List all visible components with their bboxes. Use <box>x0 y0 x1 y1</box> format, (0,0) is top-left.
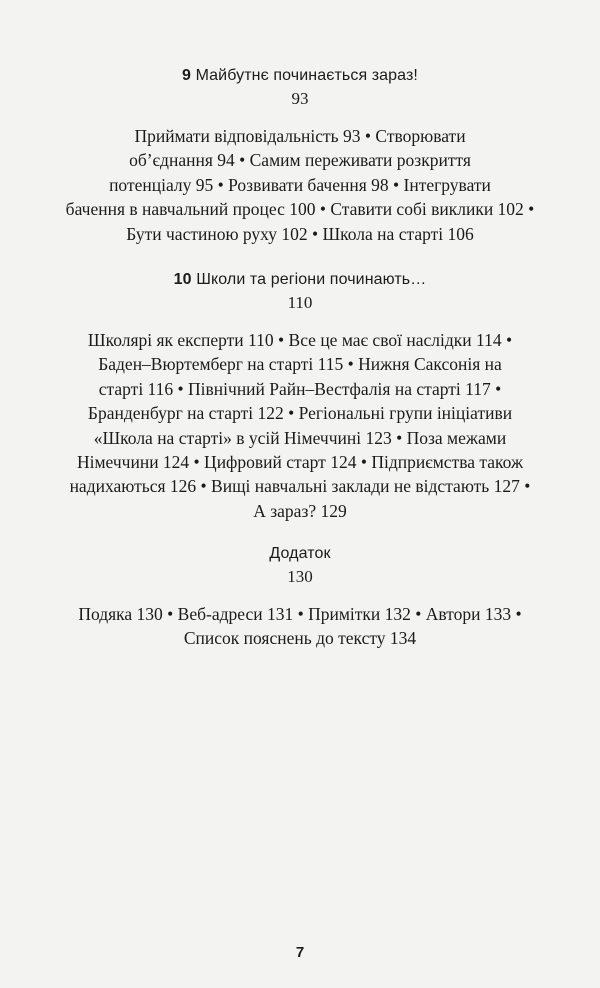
toc-entry-line: Бранденбург на старті 122 • Регіональні групи ініціативи <box>87 403 513 424</box>
chapter-title: Школи та регіони починають… <box>196 271 427 288</box>
chapter-page-number: 110 <box>287 293 313 312</box>
toc-entry-line: Німеччини 124 • Цифровий старт 124 • Підприємства також <box>76 452 524 473</box>
toc-entry-line: Бути частиною руху 102 • Школа на старті 106 <box>126 223 474 244</box>
toc-entry-line: бачення в навчальний процес 100 • Ставити собі виклики 102 • <box>65 199 535 220</box>
toc-entry-line: старті 116 • Північний Райн–Вестфалія на старті 117 • <box>98 378 502 399</box>
toc-entry-line: Список пояснень до тексту 134 <box>183 628 417 649</box>
toc-entry-line: А зараз? 129 <box>253 500 347 521</box>
toc-entry-line: Баден–Вюртемберг на старті 115 • Нижня Саксонія на <box>98 354 502 375</box>
chapter-number: 9 <box>182 67 192 84</box>
toc-entries <box>30 328 570 523</box>
toc-entries <box>30 602 570 651</box>
page-number: 7 <box>295 944 305 961</box>
toc-section-heading <box>30 65 570 87</box>
chapter-number: 10 <box>173 271 192 288</box>
chapter-title: Майбутнє починається зараз! <box>195 67 418 84</box>
toc-entry-line: об’єднання 94 • Самим переживати розкриття <box>129 150 471 171</box>
toc-entry-line: Приймати відповідальність 93 • Створювати <box>134 126 466 146</box>
toc-entry-line: надихаються 126 • Вищі навчальні заклади не відстають 127 • <box>69 476 531 497</box>
toc-section-10 <box>30 269 570 523</box>
appendix-page-number: 130 <box>287 567 313 586</box>
toc-section-heading <box>30 269 570 291</box>
chapter-page-number: 93 <box>291 89 309 108</box>
toc-section-appendix <box>30 543 570 651</box>
appendix-title: Додаток <box>269 545 331 562</box>
toc-entry-line: Подяка 130 • Веб-адреси 131 • Примітки 132 • Автори 133 • <box>78 604 522 624</box>
toc-entry-line: потенціалу 95 • Розвивати бачення 98 • Інтегрувати <box>109 174 491 195</box>
toc-entries <box>30 124 570 246</box>
toc-entry-line: Школярі як експерти 110 • Все це має свої наслідки 114 • <box>87 330 513 350</box>
toc-section-heading <box>30 543 570 565</box>
toc-section-9 <box>30 65 570 246</box>
toc-entry-line: «Школа на старті» в усій Німеччині 123 • Поза межами <box>93 427 507 448</box>
